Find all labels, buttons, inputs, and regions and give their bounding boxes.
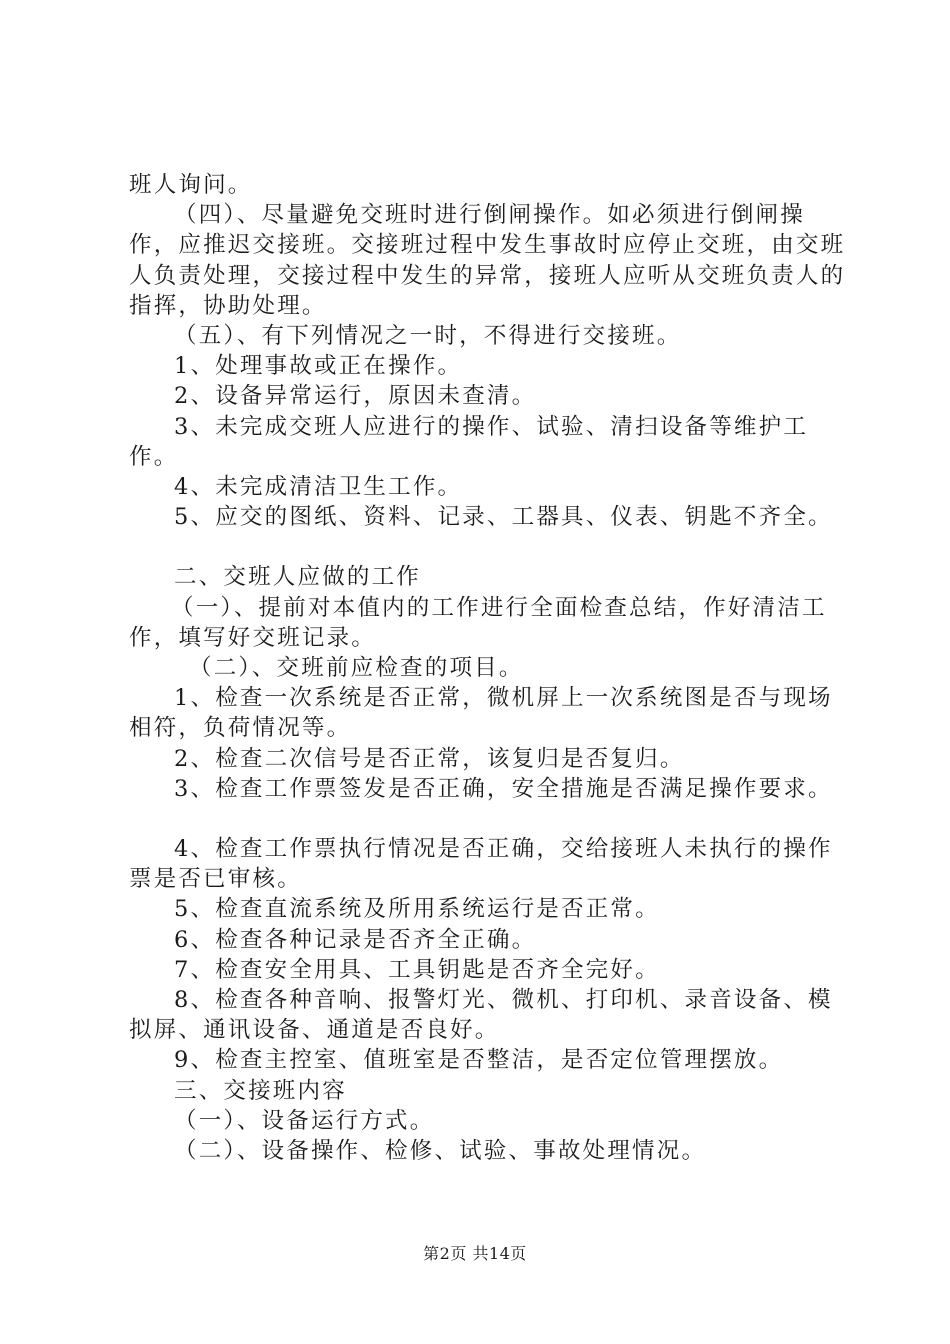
paragraph: （四）、尽量避免交班时进行倒闸操作。如必须进行倒闸操作，应推迟交接班。交接班过程中发生事故时应停止交班，由交班人负责处理，交接过程中发生的异常，接班人应听从交班负责人的指挥，协助处理。 — [129, 202, 846, 319]
paragraph: （二）、设备操作、检修、试验、事故处理情况。 — [174, 1138, 707, 1165]
list-item: 8、检查各种音响、报警灯光、微机、打印机、录音设备、模拟屏、通讯设备、通道是否良好。 — [129, 987, 833, 1044]
list-item: 1、检查一次系统是否正常，微机屏上一次系统图是否与现场相符，负荷情况等。 — [129, 685, 833, 742]
section-heading: 二、交班人应做的工作 — [174, 564, 422, 591]
page-footer — [0, 1244, 950, 1264]
document-body — [129, 170, 851, 1166]
list-item: 3、未完成交班人应进行的操作、试验、清扫设备等维护工作。 — [129, 413, 809, 470]
paragraph: （一）、提前对本值内的工作进行全面检查总结，作好清洁工作，填写好交班记录。 — [129, 594, 827, 651]
section-heading: 三、交接班内容 — [174, 1077, 347, 1104]
list-item: 6、检查各种记录是否齐全正确。 — [174, 926, 537, 953]
paragraph: （二）、交班前应检查的项目。 — [189, 655, 524, 682]
list-item: 3、检查工作票签发是否正确，安全措施是否满足操作要求。 — [174, 775, 833, 802]
list-item: 2、设备异常运行，原因未查清。 — [174, 383, 537, 410]
list-item: 1、处理事故或正在操作。 — [174, 353, 463, 380]
list-item: 5、应交的图纸、资料、记录、工器具、仪表、钥匙不齐全。 — [174, 504, 833, 531]
list-item: 2、检查二次信号是否正常，该复归是否复归。 — [174, 745, 685, 772]
page-number: 第2页 共14页 — [423, 1244, 527, 1263]
paragraph: （五）、有下列情况之一时，不得进行交接班。 — [174, 323, 682, 350]
list-item: 4、检查工作票执行情况是否正确，交给接班人未执行的操作票是否已审核。 — [129, 836, 833, 893]
list-item: 9、检查主控室、值班室是否整洁，是否定位管理摆放。 — [174, 1047, 784, 1074]
list-item: 5、检查直流系统及所用系统运行是否正常。 — [174, 896, 660, 923]
paragraph: （一）、设备运行方式。 — [174, 1107, 435, 1134]
list-item: 4、未完成清洁卫生工作。 — [174, 474, 463, 501]
list-item: 7、检查安全用具、工具钥匙是否齐全完好。 — [174, 956, 660, 983]
paragraph: 班人询问。 — [129, 172, 253, 198]
